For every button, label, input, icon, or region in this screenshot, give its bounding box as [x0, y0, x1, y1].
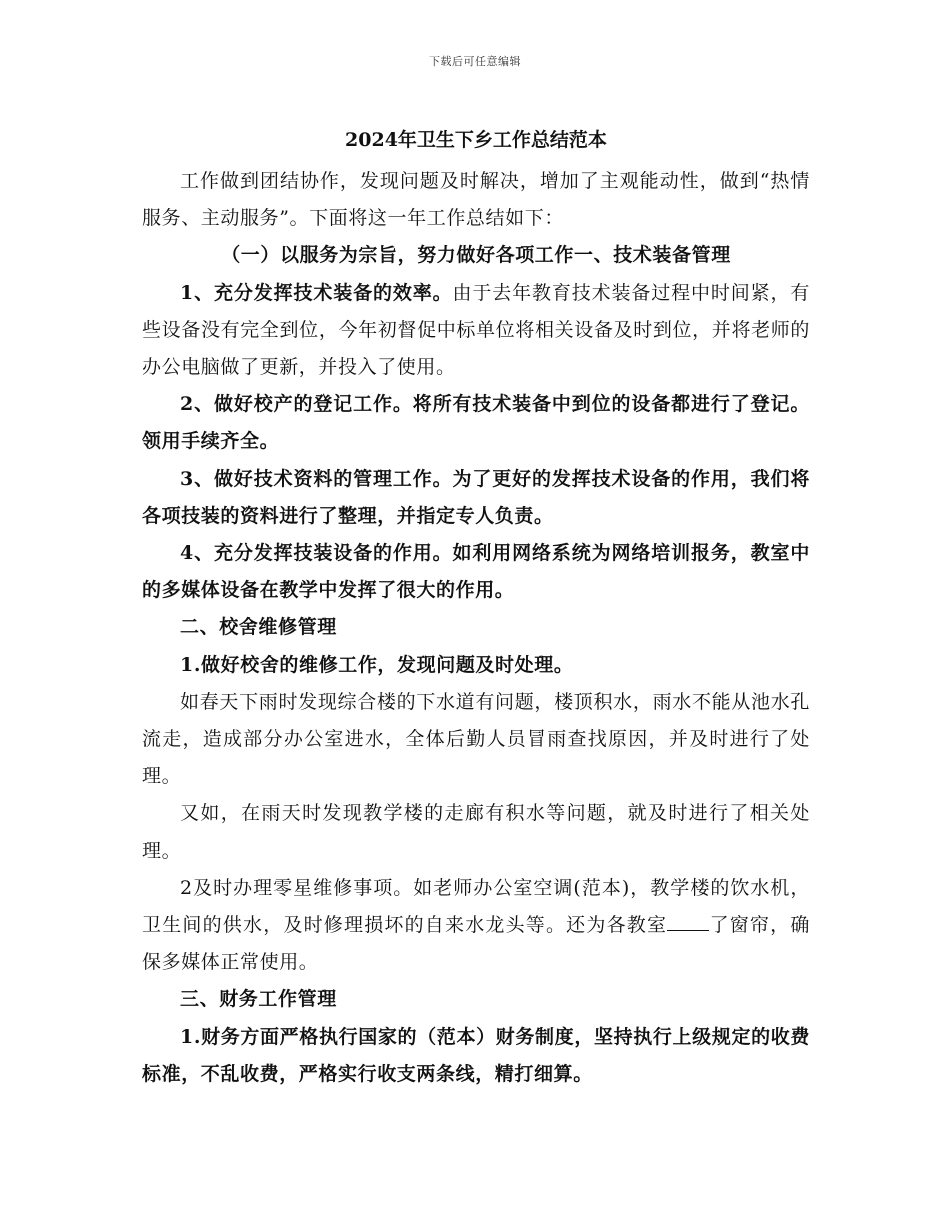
repair-text-a: 2及时办理零星维修事项。如老师办公室空调(范本)，教学楼的饮水机，卫生间的供水，及时修理损坏的自来水龙头等。还为各教室 — [142, 876, 810, 937]
repair-paragraph — [142, 870, 810, 982]
item1-paragraph — [142, 275, 810, 387]
item3-paragraph: 3、做好技术资料的管理工作。为了更好的发挥技术设备的作用，我们将各项技装的资料进行了整理，并指定专人负责。 — [142, 467, 810, 527]
fill-blank — [667, 911, 709, 931]
item1-text: 由于去年教育技术装备过程中时间紧，有些设备没有完全到位，今年初督促中标单位将相关设备及时到位，并将老师的办公电脑做了更新，并投入了使用。 — [142, 281, 810, 379]
section2-item1: 1.做好校舍的维修工作，发现问题及时处理。 — [180, 653, 574, 676]
item2-paragraph: 2、做好校产的登记工作。将所有技术装备中到位的设备都进行了登记。领用手续齐全。 — [142, 393, 810, 453]
intro-paragraph: 工作做到团结协作，发现问题及时解决，增加了主观能动性，做到“热情服务、主动服务”。下面将这一年工作总结如下： — [142, 170, 810, 230]
document-title: 2024年卫生下乡工作总结范本 — [345, 129, 607, 151]
section1-heading: （一）以服务为宗旨，努力做好各项工作一、技术装备管理 — [221, 244, 731, 267]
rain-corridor-paragraph: 又如，在雨天时发现教学楼的走廊有积水等问题，就及时进行了相关处理。 — [142, 802, 810, 862]
repair-text-b: 了窗帘，确保多媒体正常使用。 — [142, 914, 810, 974]
section2-heading: 二、校舍维修管理 — [180, 616, 337, 639]
item1-lead: 1、充分发挥技术装备的效率。 — [180, 281, 453, 304]
page-header: 下载后可任意编辑 — [429, 55, 521, 68]
spring-rain-paragraph: 如春天下雨时发现综合楼的下水道有问题，楼顶积水，雨水不能从池水孔流走，造成部分办公室进水，全体后勤人员冒雨查找原因，并及时进行了处理。 — [142, 690, 810, 788]
document-body — [142, 122, 810, 1093]
section3-heading: 三、财务工作管理 — [180, 988, 337, 1011]
item4-paragraph: 4、充分发挥技装设备的作用。如利用网络系统为网络培训报务，教室中的多媒体设备在教学中发挥了很大的作用。 — [142, 542, 810, 602]
section3-item1: 1.财务方面严格执行国家的（范本）财务制度，坚持执行上级规定的收费标准，不乱收费，严格实行收支两条线，精打细算。 — [142, 1025, 810, 1085]
